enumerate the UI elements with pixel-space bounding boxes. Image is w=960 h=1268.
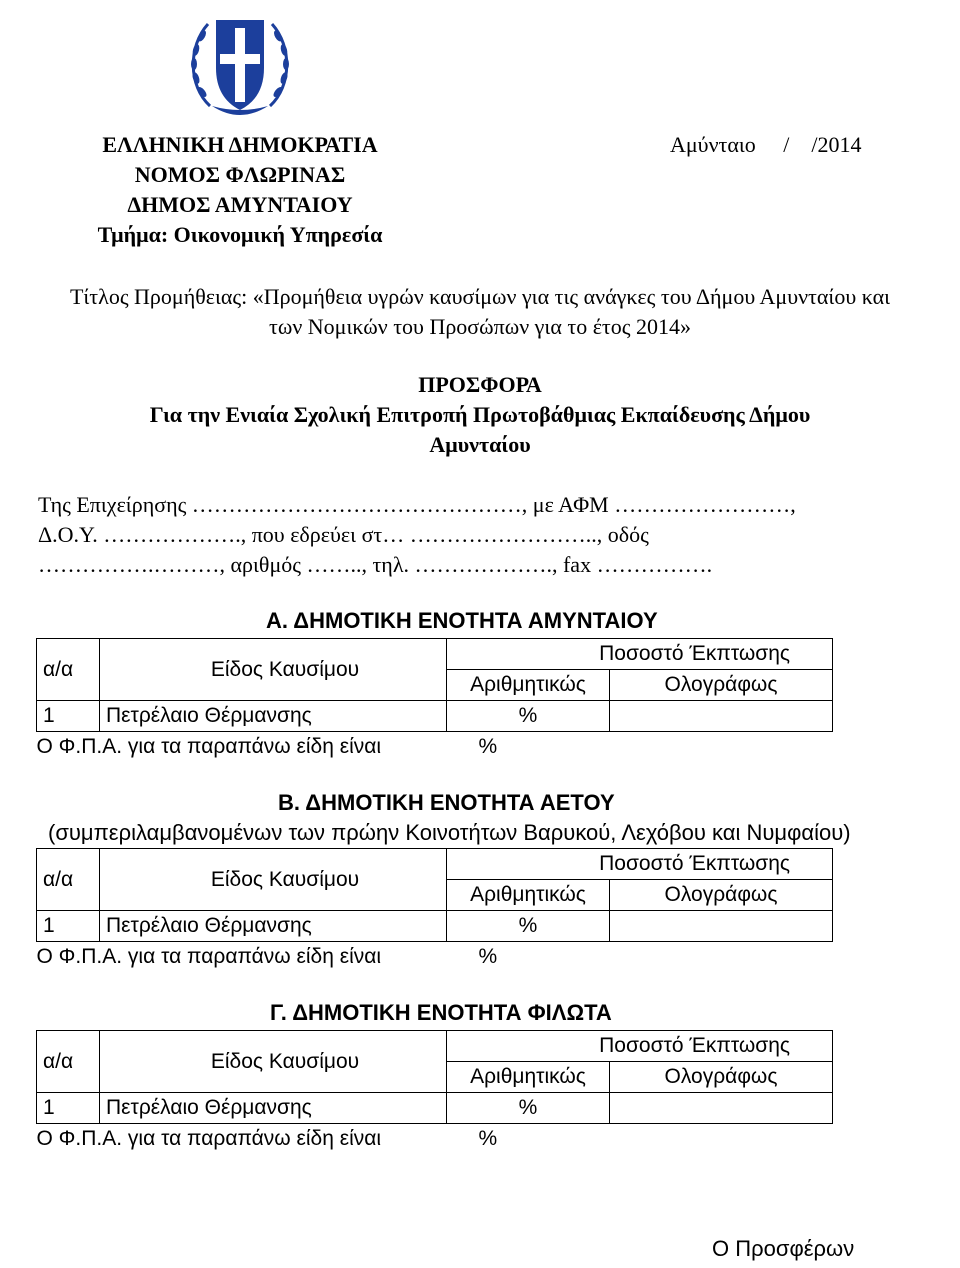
col-discount: Ποσοστό Έκπτωσης	[447, 639, 833, 670]
vat-row	[37, 732, 833, 763]
col-aa: α/α	[37, 639, 100, 701]
header-country: ΕΛΛΗΝΙΚΗ ΔΗΜΟΚΡΑΤΙΑ	[102, 132, 378, 157]
vat-text: Ο Φ.Π.Α. για τα παραπάνω είδη είναι	[36, 735, 382, 758]
col-numeric: Αριθμητικώς	[447, 1062, 610, 1093]
row-words[interactable]	[610, 1093, 833, 1124]
row-number: 1	[37, 1093, 100, 1124]
header-prefecture: ΝΟΜΟΣ ΦΛΩΡΙΝΑΣ	[134, 162, 346, 187]
row-number: 1	[37, 701, 100, 732]
business-line-2: Δ.Ο.Υ. ………………., που εδρεύει στ… …………………….., οδός	[38, 522, 649, 547]
section-a-table	[36, 638, 833, 762]
greek-coat-of-arms-icon	[180, 6, 300, 126]
col-fuel-type: Είδος Καυσίμου	[100, 1031, 447, 1093]
vat-percent[interactable]: %	[478, 735, 498, 758]
col-discount: Ποσοστό Έκπτωσης	[447, 1031, 833, 1062]
row-words[interactable]	[610, 701, 833, 732]
col-numeric: Αριθμητικώς	[447, 670, 610, 701]
col-numeric: Αριθμητικώς	[447, 880, 610, 911]
row-numeric-percent[interactable]: %	[447, 911, 610, 942]
col-words: Ολογράφως	[610, 670, 833, 701]
section-c-table	[36, 1030, 833, 1154]
vat-text: Ο Φ.Π.Α. για τα παραπάνω είδη είναι	[36, 945, 382, 968]
supply-title-line2: των Νομικών του Προσώπων για το έτος 2014»	[269, 314, 691, 339]
offer-heading	[0, 370, 960, 460]
col-fuel-type: Είδος Καυσίμου	[100, 639, 447, 701]
document-date: Αμύνταιο / /2014	[670, 132, 862, 157]
col-discount: Ποσοστό Έκπτωσης	[447, 849, 833, 880]
table-row	[37, 1093, 833, 1124]
row-numeric-percent[interactable]: %	[447, 1093, 610, 1124]
header-department: Τμήμα: Οικονομική Υπηρεσία	[97, 222, 383, 247]
col-fuel-type: Είδος Καυσίμου	[100, 849, 447, 911]
section-b-table	[36, 848, 833, 972]
table-row	[37, 911, 833, 942]
col-words: Ολογράφως	[610, 880, 833, 911]
row-numeric-percent[interactable]: %	[447, 701, 610, 732]
row-fuel: Πετρέλαιο Θέρμανσης	[100, 701, 447, 732]
vat-percent[interactable]: %	[478, 945, 498, 968]
col-words: Ολογράφως	[610, 1062, 833, 1093]
header-municipality: ΔΗΜΟΣ ΑΜΥΝΤΑΙΟΥ	[127, 192, 353, 217]
table-row	[37, 701, 833, 732]
section-c-title: Γ. ΔΗΜΟΤΙΚΗ ΕΝΟΤΗΤΑ ΦΙΛΩΤΑ	[270, 1000, 612, 1025]
row-words[interactable]	[610, 911, 833, 942]
row-fuel: Πετρέλαιο Θέρμανσης	[100, 1093, 447, 1124]
offer-recipient-line1: Για την Ενιαία Σχολική Επιτροπή Πρωτοβάθμιας Εκπαίδευσης Δήμου	[149, 402, 811, 427]
col-aa: α/α	[37, 849, 100, 911]
row-fuel: Πετρέλαιο Θέρμανσης	[100, 911, 447, 942]
section-a-title: Α. ΔΗΜΟΤΙΚΗ ΕΝΟΤΗΤΑ ΑΜΥΝΤΑΙΟΥ	[266, 608, 658, 633]
row-number: 1	[37, 911, 100, 942]
business-line-3: …………….………, αριθμός …….., τηλ. ………………., fax …………….	[38, 552, 713, 577]
business-line-1: Της Επιχείρησης ………………………………………, με ΑΦΜ ……………………,	[38, 492, 796, 517]
vat-text: Ο Φ.Π.Α. για τα παραπάνω είδη είναι	[36, 1127, 382, 1150]
offer-title: ΠΡΟΣΦΟΡΑ	[418, 372, 542, 397]
supply-title	[0, 282, 960, 342]
issuer-header	[60, 130, 420, 250]
vat-row	[37, 1124, 833, 1155]
supply-title-line1: Τίτλος Προμήθειας: «Προμήθεια υγρών καυσίμων για τις ανάγκες του Δήμου Αμυνταίου και	[69, 284, 891, 309]
offer-recipient-line2: Αμυνταίου	[429, 432, 531, 457]
section-b-subtitle: (συμπεριλαμβανομένων των πρώην Κοινοτήτων Βαρυκού, Λεχόβου και Νυμφαίου)	[48, 820, 851, 845]
signer-label: Ο Προσφέρων	[712, 1236, 855, 1261]
section-b-title: Β. ΔΗΜΟΤΙΚΗ ΕΝΟΤΗΤΑ ΑΕΤΟΥ	[278, 790, 615, 815]
col-aa: α/α	[37, 1031, 100, 1093]
vat-percent[interactable]: %	[478, 1127, 498, 1150]
vat-row	[37, 942, 833, 973]
